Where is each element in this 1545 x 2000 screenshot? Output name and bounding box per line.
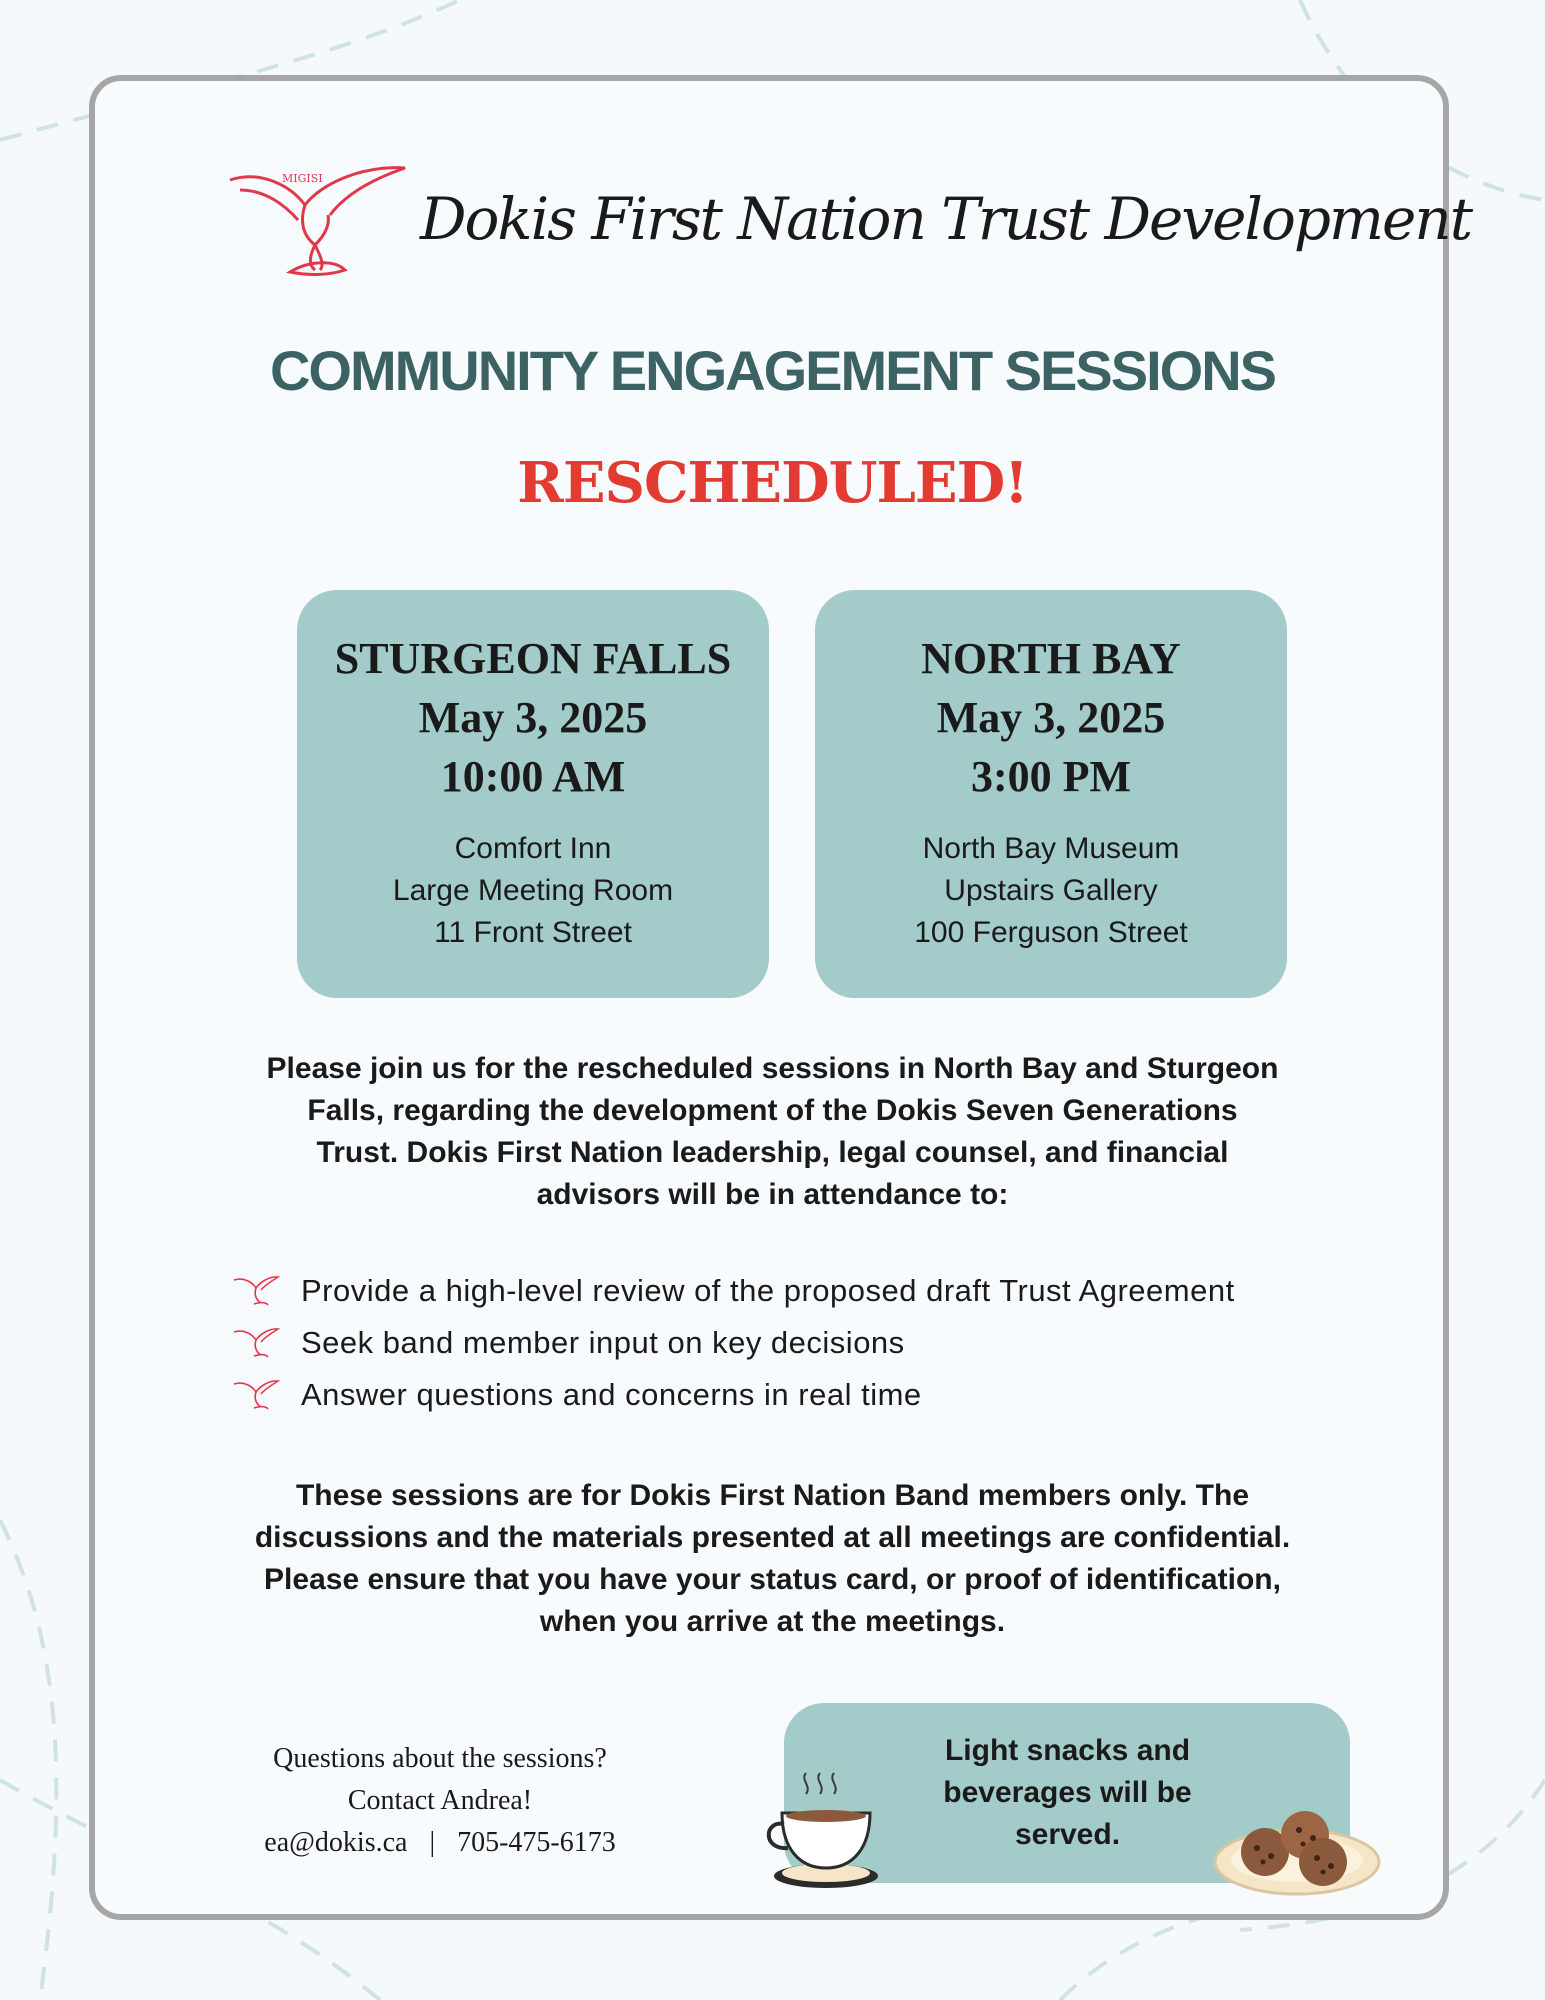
contact-phone[interactable]: 705-475-6173 (457, 1827, 616, 1858)
address-line: Upstairs Gallery (944, 874, 1158, 907)
session-time: 3:00 PM (970, 752, 1132, 801)
notice-line: These sessions are for Dokis First Nation Band members only. The (295, 1479, 1250, 1512)
list-item (232, 1320, 1382, 1372)
contact-info (210, 1738, 670, 1864)
bullet-text: Seek band member input on key decisions (301, 1325, 905, 1360)
session-card-north-bay (815, 590, 1287, 998)
bullet-text: Provide a high-level review of the proposed draft Trust Agreement (301, 1273, 1235, 1308)
session-date: May 3, 2025 (936, 693, 1166, 742)
session-date: May 3, 2025 (418, 693, 648, 742)
snacks-line: beverages will be (943, 1776, 1192, 1809)
logo-text: MIGISI (282, 172, 323, 185)
list-item (232, 1268, 1382, 1320)
contact-question: Questions about the sessions? (273, 1743, 607, 1774)
intro-line: advisors will be in attendance to: (536, 1178, 1009, 1211)
session-city: STURGEON FALLS (334, 634, 732, 683)
cookies-plate-icon (1205, 1790, 1385, 1900)
bullet-list (232, 1268, 1382, 1424)
notice-line: when you arrive at the meetings. (539, 1605, 1006, 1638)
session-address (815, 828, 1287, 954)
eagle-bullet-icon (232, 1326, 280, 1360)
bullet-text: Answer questions and concerns in real time (301, 1377, 922, 1412)
snacks-line: served. (1014, 1818, 1121, 1851)
address-line: Large Meeting Room (392, 874, 674, 907)
address-line: 11 Front Street (434, 916, 632, 949)
session-card-sturgeon-falls (297, 590, 769, 998)
intro-line: Please join us for the rescheduled sessions in North Bay and Sturgeon (266, 1052, 1279, 1085)
contact-name: Contact Andrea! (347, 1785, 533, 1816)
intro-paragraph (190, 1048, 1355, 1216)
eagle-logo-icon (220, 160, 410, 280)
notice-paragraph (170, 1475, 1375, 1643)
address-line: North Bay Museum (922, 832, 1180, 865)
snacks-text (900, 1730, 1235, 1856)
rescheduled-banner: RESCHEDULED! (517, 450, 1028, 516)
page-headline: COMMUNITY ENGAGEMENT SESSIONS (269, 339, 1276, 402)
snacks-line: Light snacks and (944, 1734, 1191, 1767)
address-line: Comfort Inn (454, 832, 612, 865)
intro-line: Trust. Dokis First Nation leadership, legal counsel, and financial (316, 1136, 1229, 1169)
coffee-cup-icon (758, 1758, 898, 1898)
session-time: 10:00 AM (440, 752, 626, 801)
notice-line: discussions and the materials presented at all meetings are confidential. (254, 1521, 1291, 1554)
session-city: NORTH BAY (921, 634, 1181, 683)
notice-line: Please ensure that you have your status card, or proof of identification, (264, 1563, 1281, 1596)
contact-details (210, 1822, 670, 1864)
list-item (232, 1372, 1382, 1424)
contact-separator: | (429, 1827, 436, 1858)
address-line: 100 Ferguson Street (914, 916, 1188, 949)
eagle-bullet-icon (232, 1274, 280, 1308)
org-name: Dokis First Nation Trust Development (420, 185, 1472, 253)
contact-email[interactable]: ea@dokis.ca (264, 1827, 408, 1858)
intro-line: Falls, regarding the development of the Dokis Seven Generations (307, 1094, 1238, 1127)
session-address (297, 828, 769, 954)
eagle-bullet-icon (232, 1378, 280, 1412)
